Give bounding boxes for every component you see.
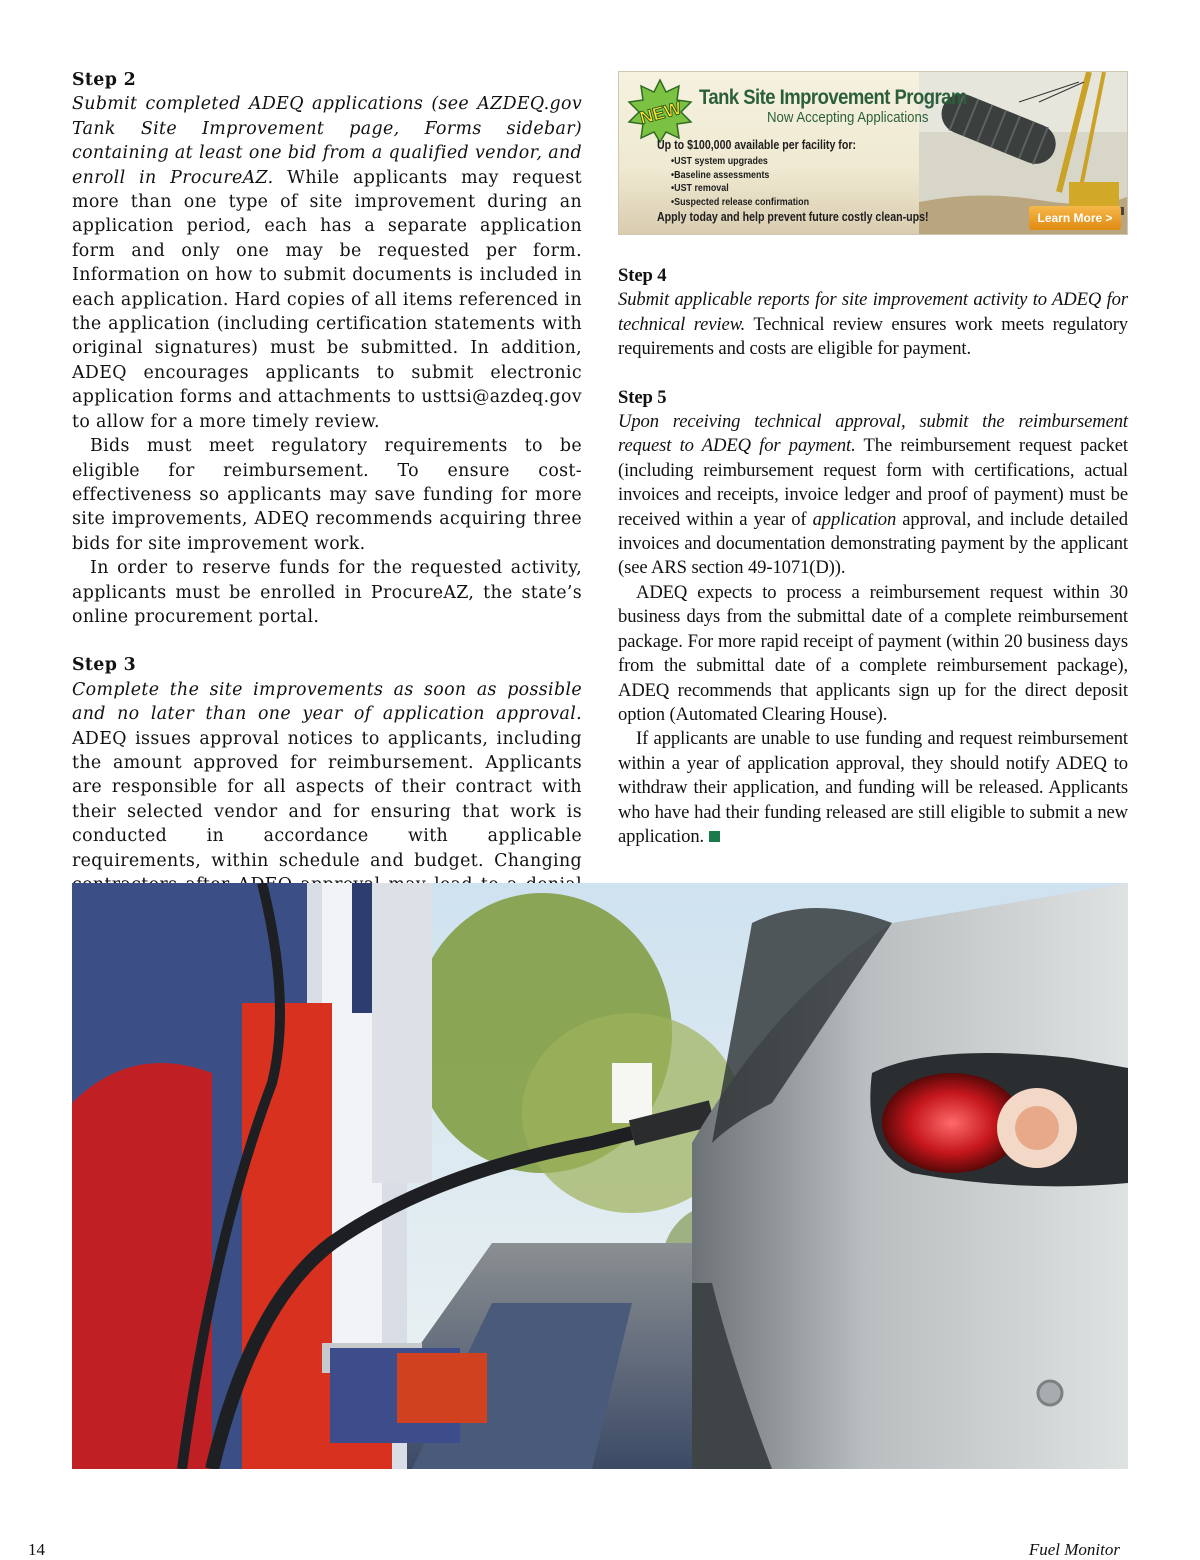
right-column bbox=[618, 264, 1128, 849]
step-5-heading: Step 5 bbox=[618, 386, 667, 408]
step-3-body: ADEQ issues approval notices to applicants, including the amount approved for reimbursement. Applicants are responsible for all aspects of their contract with their selected vendor and for ensuring that work is conducted in accordance with applicable requirements, within schedule and budget. Changing bbox=[72, 728, 582, 871]
ad-call-to-action: Apply today and help prevent future costly clean-ups! bbox=[657, 210, 929, 224]
ad-feature-item: • Baseline assessments bbox=[671, 169, 809, 183]
step-4-body: Technical review ensures work meets regulatory requirements and costs are eligible for payment. bbox=[618, 313, 1128, 360]
end-mark-icon bbox=[709, 831, 720, 842]
left-column bbox=[72, 68, 582, 922]
step-4-heading: Step 4 bbox=[618, 265, 667, 286]
new-badge-text: NEW bbox=[637, 97, 684, 129]
step-3-instruction: Complete the site improvements as soon as possible and no later than one year of application approval. bbox=[72, 679, 582, 725]
ad-feature-item: • Suspected release confirmation bbox=[671, 196, 809, 210]
processing-paragraph: ADEQ expects to process a reimbursement request within 30 business days from the submittal date of a complete reimbursement package. For more rapid receipt of payment (within 20 business days from the submittal date of a complete reimbursement package), ADEQ recommends that applicants sign up for the direct deposit option (Automated Clearing House). bbox=[618, 581, 1128, 725]
step-2-body: While applicants may request more than one type of site improvement during an application period, each has a separate application form and only one may be requested per form. Information on how to submit documents is included in each application. Hard copies of all items referenced in the application (including certification statements with original signatures) must be submitted. In addition, ADEQ encourages applicants to submit electronic application forms and attachments to usttsi@azdeq.gov to allow for a more timely review. bbox=[72, 167, 582, 432]
ad-subtitle: Now Accepting Applications bbox=[767, 109, 929, 126]
ad-title: Tank Site Improvement Program bbox=[699, 86, 967, 109]
page-number: 14 bbox=[28, 1540, 45, 1559]
withdraw-paragraph bbox=[618, 727, 1128, 849]
step-5-body-b: approval, and include detailed invoices and documentation demonstrating payment by the applicant (see ARS section 49-1071(D)). bbox=[618, 508, 1128, 579]
step-5-body-a: The reimbursement request packet (including reimbursement request form with certifications, actual invoices and receipts, invoice ledger and proof of payment) must be received within a year of bbox=[618, 435, 1128, 530]
ad-feature-item: • UST removal bbox=[671, 182, 809, 196]
fuel-pump-car-photo bbox=[72, 883, 1128, 1469]
new-badge-icon bbox=[627, 78, 693, 144]
step-2-paragraph bbox=[72, 92, 582, 434]
learn-more-button[interactable]: Learn More > bbox=[1029, 206, 1121, 230]
step-5-instruction: Upon receiving technical approval, submit the reimbursement request to ADEQ for payment. bbox=[618, 411, 1128, 457]
step-4-paragraph bbox=[618, 288, 1128, 361]
step-5-body-emphasis: application bbox=[812, 508, 897, 530]
step-4-instruction: Submit applicable reports for site improvement activity to ADEQ for technical review. bbox=[618, 289, 1128, 335]
ad-feature-item: • UST system upgrades bbox=[671, 155, 809, 169]
ad-feature-list bbox=[671, 155, 833, 209]
ad-lead: Up to $100,000 available per facility for: bbox=[657, 138, 857, 152]
step-2-heading: Step 2 bbox=[72, 70, 137, 90]
procureaz-paragraph: In order to reserve funds for the requested activity, applicants must be enrolled in ProcureAZ, the state’s online procurement portal. bbox=[72, 558, 582, 627]
step-3-heading: Step 3 bbox=[72, 655, 137, 676]
step-5-paragraph bbox=[618, 410, 1128, 581]
publication-name: Fuel Monitor bbox=[1028, 1540, 1120, 1559]
withdraw-text: If applicants are unable to use funding and request reimbursement within a year of application approval, they should notify ADEQ to withdraw their application, and funding will be released. Applicants who have had their funding released are still eligible to submit a new application. bbox=[618, 728, 1128, 847]
bids-paragraph: Bids must meet regulatory requirements to be eligible for reimbursement. To ensure cost-effectiveness so applicants may save funding for more site improvements, ADEQ recommends acquiring three bids for site improvement work. bbox=[72, 436, 582, 554]
step-2-instruction: Submit completed ADEQ applications (see AZDEQ.gov Tank Site Improvement page, Forms sidebar) containing at least one bid from a qualified vendor, and enroll in ProcureAZ. bbox=[72, 94, 582, 188]
tank-site-improvement-ad[interactable] bbox=[618, 71, 1128, 235]
